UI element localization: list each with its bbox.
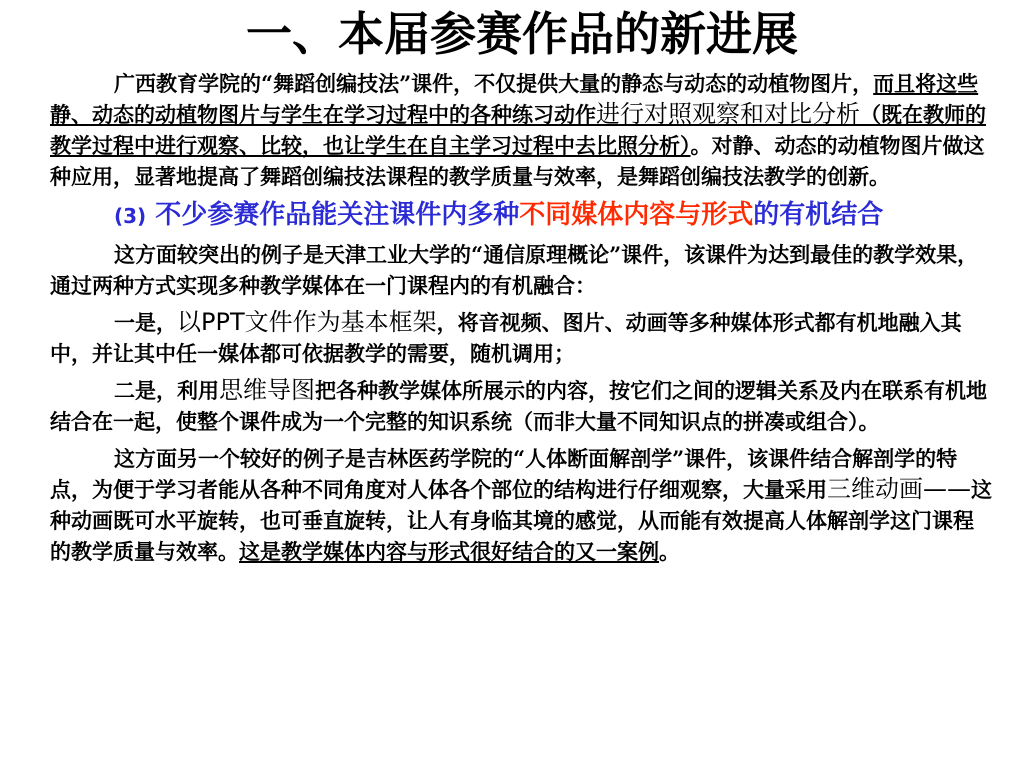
p5-text-a: 这方面另一个较好的例子是吉林医药学院的“人体断面解剖学”课件，该课件结合解剖学的特点，为便于学习者能从各种不同角度对人体各个部位的结构进行仔细观察，大量采用 xyxy=(50,446,958,502)
p3-text-c: ，将音视频、图片、动画等多种媒体形式都有机地融入其中，并让其中任一媒体都可依据教学的需要，随机调用； xyxy=(50,310,962,366)
paragraph-second-way xyxy=(50,375,994,437)
heading-text-highlight: 不同媒体内容与形式 xyxy=(519,200,754,230)
slide-title: 一、本届参赛作品的新进展 xyxy=(246,7,798,61)
p1-text-b: 而且将这些静、动态的动植物图片与学生在学习过程中的各种练习动作 xyxy=(50,71,979,127)
heading-number: (3) xyxy=(114,204,147,228)
p1-text-e: 。对静、动态的动植物图片做这种应用，显著地提高了舞蹈创编技法课程的教学质量与效率，是舞蹈创编技法教学的创新。 xyxy=(50,133,985,189)
p4-text-a: 二是，利用 xyxy=(114,378,219,403)
p5-emphasis: 三维动画—— xyxy=(827,475,971,503)
p3-emphasis: 以PPT文件作为基本框架 xyxy=(177,308,437,336)
p3-text-a: 一是， xyxy=(114,310,177,335)
p1-text-a: 广西教育学院的“舞蹈创编技法”课件，不仅提供大量的静态与动态的动植物图片， xyxy=(114,71,874,96)
heading-text-c: 的有机结合 xyxy=(753,200,884,230)
p1-emphasis: 进行对照观察和对比分析 xyxy=(596,100,860,128)
paragraph-tianjin: 这方面较突出的例子是天津工业大学的“通信原理概论”课件，该课件为达到最佳的教学效果，通过两种方式实现多种教学媒体在一门课程内的有机融合： xyxy=(50,242,979,298)
p4-emphasis: 思维导图 xyxy=(219,376,315,404)
p5-text-e: 。 xyxy=(659,539,680,564)
paragraph-guangxi xyxy=(50,68,994,192)
paragraph-first-way xyxy=(50,307,994,369)
heading-text-a: 不少参赛作品能关注课件内多种 xyxy=(146,200,520,230)
p5-underlined: 这是教学媒体内容与形式很好结合的又一案例 xyxy=(239,539,659,564)
slide xyxy=(0,4,1024,772)
p4-text-c: 把各种教学媒体所展示的内容，按它们之间的逻辑关系及内在联系有机地结合在一起，使整个课件成为一个完整的知识系统（而非大量不同知识点的拼凑或组合）。 xyxy=(50,378,987,434)
paragraph-jilin xyxy=(50,443,994,567)
p5-text-c: 这种动画既可水平旋转，也可垂直旋转，让人有身临其境的感觉，从而能有效提高人体解剖学这门课程的教学质量与效率。 xyxy=(50,477,992,564)
section-heading-3 xyxy=(50,198,994,233)
p1-text-d: （既在教师的教学过程中进行观察、比较，也让学生在自主学习过程中去比照分析） xyxy=(50,102,986,158)
